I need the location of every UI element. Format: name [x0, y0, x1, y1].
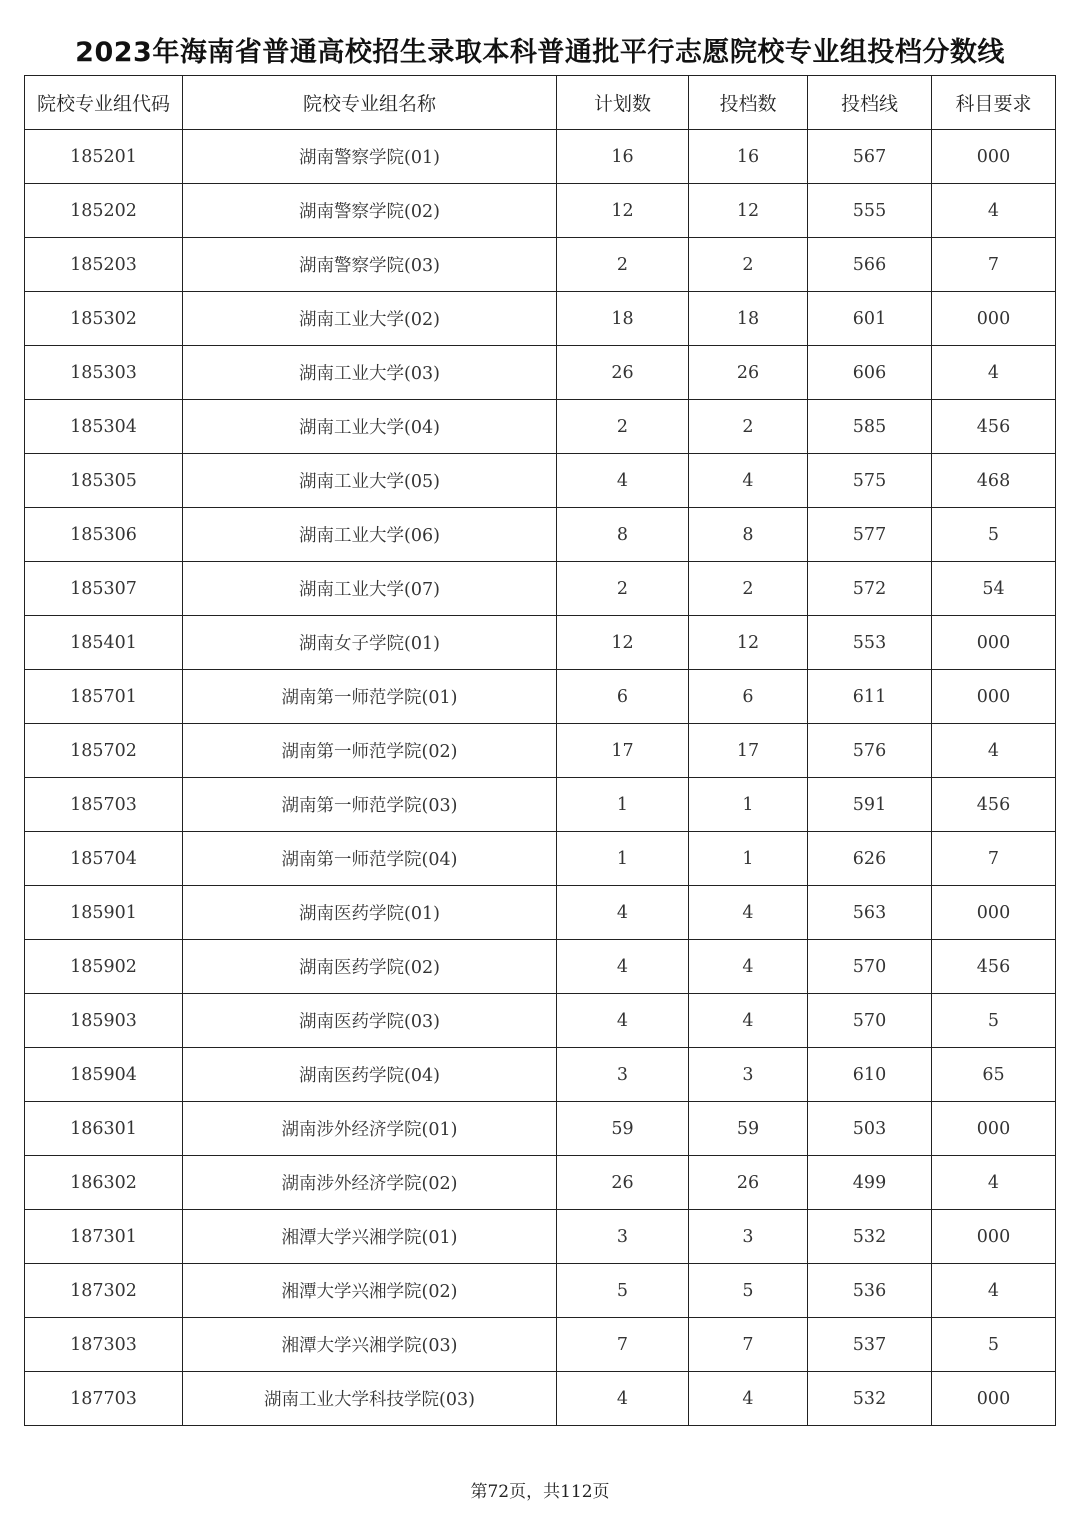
admitted-count-cell: 12	[689, 184, 808, 238]
plan-count-cell: 4	[557, 1372, 689, 1426]
plan-count-cell: 8	[557, 508, 689, 562]
group-code-cell: 185904	[25, 1048, 183, 1102]
plan-count-cell: 26	[557, 1156, 689, 1210]
table-row	[25, 778, 1056, 832]
group-code-cell: 187301	[25, 1210, 183, 1264]
table-row	[25, 1048, 1056, 1102]
group-name-cell: 湘潭大学兴湘学院(02)	[183, 1264, 557, 1318]
group-name-cell: 湖南工业大学(04)	[183, 400, 557, 454]
group-name-cell: 湘潭大学兴湘学院(03)	[183, 1318, 557, 1372]
group-code-cell: 185701	[25, 670, 183, 724]
cutoff-score-cell: 611	[808, 670, 932, 724]
admitted-count-cell: 2	[689, 238, 808, 292]
group-code-cell: 185901	[25, 886, 183, 940]
group-code-cell: 185302	[25, 292, 183, 346]
plan-count-cell: 12	[557, 184, 689, 238]
plan-count-cell: 2	[557, 562, 689, 616]
page-footer: 第72页，共112页	[470, 1482, 610, 1502]
plan-count-cell: 26	[557, 346, 689, 400]
table-row	[25, 184, 1056, 238]
column-header-plan: 计划数	[557, 76, 689, 130]
subject-requirement-cell: 54	[932, 562, 1056, 616]
cutoff-score-cell: 577	[808, 508, 932, 562]
admitted-count-cell: 3	[689, 1048, 808, 1102]
plan-count-cell: 12	[557, 616, 689, 670]
admitted-count-cell: 1	[689, 832, 808, 886]
table-row	[25, 346, 1056, 400]
subject-requirement-cell: 4	[932, 1264, 1056, 1318]
group-name-cell: 湖南警察学院(02)	[183, 184, 557, 238]
cutoff-score-cell: 585	[808, 400, 932, 454]
cutoff-score-cell: 570	[808, 940, 932, 994]
subject-requirement-cell: 468	[932, 454, 1056, 508]
column-header-score: 投档线	[808, 76, 932, 130]
group-name-cell: 湘潭大学兴湘学院(01)	[183, 1210, 557, 1264]
table-row	[25, 400, 1056, 454]
group-name-cell: 湖南医药学院(04)	[183, 1048, 557, 1102]
subject-requirement-cell: 7	[932, 832, 1056, 886]
subject-requirement-cell: 000	[932, 670, 1056, 724]
table-row	[25, 1318, 1056, 1372]
group-code-cell: 185902	[25, 940, 183, 994]
admitted-count-cell: 4	[689, 454, 808, 508]
subject-requirement-cell: 5	[932, 994, 1056, 1048]
cutoff-score-cell: 555	[808, 184, 932, 238]
subject-requirement-cell: 000	[932, 1102, 1056, 1156]
cutoff-score-cell: 626	[808, 832, 932, 886]
plan-count-cell: 3	[557, 1210, 689, 1264]
subject-requirement-cell: 5	[932, 1318, 1056, 1372]
group-code-cell: 185306	[25, 508, 183, 562]
group-name-cell: 湖南第一师范学院(01)	[183, 670, 557, 724]
plan-count-cell: 5	[557, 1264, 689, 1318]
subject-requirement-cell: 000	[932, 616, 1056, 670]
admitted-count-cell: 4	[689, 1372, 808, 1426]
table-row	[25, 1264, 1056, 1318]
table-row	[25, 1372, 1056, 1426]
score-table	[24, 75, 1056, 1426]
column-header-subjects: 科目要求	[932, 76, 1056, 130]
plan-count-cell: 18	[557, 292, 689, 346]
table-row	[25, 454, 1056, 508]
admitted-count-cell: 2	[689, 562, 808, 616]
group-code-cell: 185201	[25, 130, 183, 184]
admitted-count-cell: 4	[689, 940, 808, 994]
plan-count-cell: 17	[557, 724, 689, 778]
subject-requirement-cell: 000	[932, 886, 1056, 940]
plan-count-cell: 6	[557, 670, 689, 724]
cutoff-score-cell: 606	[808, 346, 932, 400]
subject-requirement-cell: 65	[932, 1048, 1056, 1102]
plan-count-cell: 2	[557, 238, 689, 292]
table-row	[25, 940, 1056, 994]
group-name-cell: 湖南涉外经济学院(02)	[183, 1156, 557, 1210]
plan-count-cell: 59	[557, 1102, 689, 1156]
subject-requirement-cell: 000	[932, 1372, 1056, 1426]
cutoff-score-cell: 610	[808, 1048, 932, 1102]
admitted-count-cell: 7	[689, 1318, 808, 1372]
cutoff-score-cell: 536	[808, 1264, 932, 1318]
plan-count-cell: 16	[557, 130, 689, 184]
admitted-count-cell: 12	[689, 616, 808, 670]
admitted-count-cell: 6	[689, 670, 808, 724]
group-code-cell: 185307	[25, 562, 183, 616]
table-row	[25, 292, 1056, 346]
table-row	[25, 508, 1056, 562]
cutoff-score-cell: 503	[808, 1102, 932, 1156]
admitted-count-cell: 3	[689, 1210, 808, 1264]
group-code-cell: 186302	[25, 1156, 183, 1210]
subject-requirement-cell: 456	[932, 940, 1056, 994]
cutoff-score-cell: 567	[808, 130, 932, 184]
group-name-cell: 湖南工业大学科技学院(03)	[183, 1372, 557, 1426]
subject-requirement-cell: 456	[932, 778, 1056, 832]
group-name-cell: 湖南第一师范学院(02)	[183, 724, 557, 778]
cutoff-score-cell: 532	[808, 1210, 932, 1264]
admitted-count-cell: 16	[689, 130, 808, 184]
subject-requirement-cell: 4	[932, 1156, 1056, 1210]
column-header-name: 院校专业组名称	[183, 76, 557, 130]
group-code-cell: 185903	[25, 994, 183, 1048]
group-name-cell: 湖南女子学院(01)	[183, 616, 557, 670]
admitted-count-cell: 18	[689, 292, 808, 346]
admitted-count-cell: 26	[689, 1156, 808, 1210]
admitted-count-cell: 1	[689, 778, 808, 832]
table-row	[25, 562, 1056, 616]
plan-count-cell: 1	[557, 832, 689, 886]
group-code-cell: 185702	[25, 724, 183, 778]
group-code-cell: 187302	[25, 1264, 183, 1318]
group-name-cell: 湖南第一师范学院(04)	[183, 832, 557, 886]
column-header-code: 院校专业组代码	[25, 76, 183, 130]
plan-count-cell: 7	[557, 1318, 689, 1372]
table-body	[25, 130, 1056, 1426]
table-row	[25, 130, 1056, 184]
cutoff-score-cell: 572	[808, 562, 932, 616]
cutoff-score-cell: 553	[808, 616, 932, 670]
group-code-cell: 185401	[25, 616, 183, 670]
cutoff-score-cell: 576	[808, 724, 932, 778]
group-name-cell: 湖南工业大学(03)	[183, 346, 557, 400]
group-name-cell: 湖南医药学院(01)	[183, 886, 557, 940]
subject-requirement-cell: 4	[932, 184, 1056, 238]
group-code-cell: 185203	[25, 238, 183, 292]
table-header	[25, 76, 1056, 130]
plan-count-cell: 1	[557, 778, 689, 832]
plan-count-cell: 4	[557, 994, 689, 1048]
admitted-count-cell: 4	[689, 994, 808, 1048]
plan-count-cell: 3	[557, 1048, 689, 1102]
admitted-count-cell: 2	[689, 400, 808, 454]
plan-count-cell: 2	[557, 400, 689, 454]
cutoff-score-cell: 563	[808, 886, 932, 940]
group-name-cell: 湖南涉外经济学院(01)	[183, 1102, 557, 1156]
table-row	[25, 994, 1056, 1048]
cutoff-score-cell: 532	[808, 1372, 932, 1426]
subject-requirement-cell: 000	[932, 292, 1056, 346]
group-code-cell: 185703	[25, 778, 183, 832]
cutoff-score-cell: 575	[808, 454, 932, 508]
cutoff-score-cell: 601	[808, 292, 932, 346]
cutoff-score-cell: 537	[808, 1318, 932, 1372]
group-name-cell: 湖南警察学院(01)	[183, 130, 557, 184]
group-name-cell: 湖南医药学院(03)	[183, 994, 557, 1048]
subject-requirement-cell: 000	[932, 1210, 1056, 1264]
admitted-count-cell: 59	[689, 1102, 808, 1156]
group-name-cell: 湖南工业大学(05)	[183, 454, 557, 508]
table-row	[25, 886, 1056, 940]
table-row	[25, 1156, 1056, 1210]
table-row	[25, 1210, 1056, 1264]
admitted-count-cell: 26	[689, 346, 808, 400]
column-header-admitted: 投档数	[689, 76, 808, 130]
admitted-count-cell: 8	[689, 508, 808, 562]
cutoff-score-cell: 499	[808, 1156, 932, 1210]
table-row	[25, 670, 1056, 724]
admitted-count-cell: 17	[689, 724, 808, 778]
group-name-cell: 湖南工业大学(02)	[183, 292, 557, 346]
table-row	[25, 724, 1056, 778]
table-row	[25, 832, 1056, 886]
group-code-cell: 185304	[25, 400, 183, 454]
group-name-cell: 湖南医药学院(02)	[183, 940, 557, 994]
subject-requirement-cell: 5	[932, 508, 1056, 562]
group-code-cell: 187303	[25, 1318, 183, 1372]
plan-count-cell: 4	[557, 886, 689, 940]
group-code-cell: 185704	[25, 832, 183, 886]
group-code-cell: 185303	[25, 346, 183, 400]
table-row	[25, 616, 1056, 670]
admitted-count-cell: 5	[689, 1264, 808, 1318]
subject-requirement-cell: 000	[932, 130, 1056, 184]
group-code-cell: 185305	[25, 454, 183, 508]
table-row	[25, 1102, 1056, 1156]
group-name-cell: 湖南第一师范学院(03)	[183, 778, 557, 832]
plan-count-cell: 4	[557, 454, 689, 508]
group-name-cell: 湖南工业大学(06)	[183, 508, 557, 562]
cutoff-score-cell: 591	[808, 778, 932, 832]
group-name-cell: 湖南工业大学(07)	[183, 562, 557, 616]
subject-requirement-cell: 7	[932, 238, 1056, 292]
table-row	[25, 238, 1056, 292]
group-code-cell: 187703	[25, 1372, 183, 1426]
group-name-cell: 湖南警察学院(03)	[183, 238, 557, 292]
cutoff-score-cell: 570	[808, 994, 932, 1048]
group-code-cell: 186301	[25, 1102, 183, 1156]
subject-requirement-cell: 4	[932, 346, 1056, 400]
plan-count-cell: 4	[557, 940, 689, 994]
subject-requirement-cell: 456	[932, 400, 1056, 454]
header-row	[25, 76, 1056, 130]
cutoff-score-cell: 566	[808, 238, 932, 292]
page-title: 2023年海南省普通高校招生录取本科普通批平行志愿院校专业组投档分数线	[75, 37, 1005, 68]
subject-requirement-cell: 4	[932, 724, 1056, 778]
admitted-count-cell: 4	[689, 886, 808, 940]
group-code-cell: 185202	[25, 184, 183, 238]
